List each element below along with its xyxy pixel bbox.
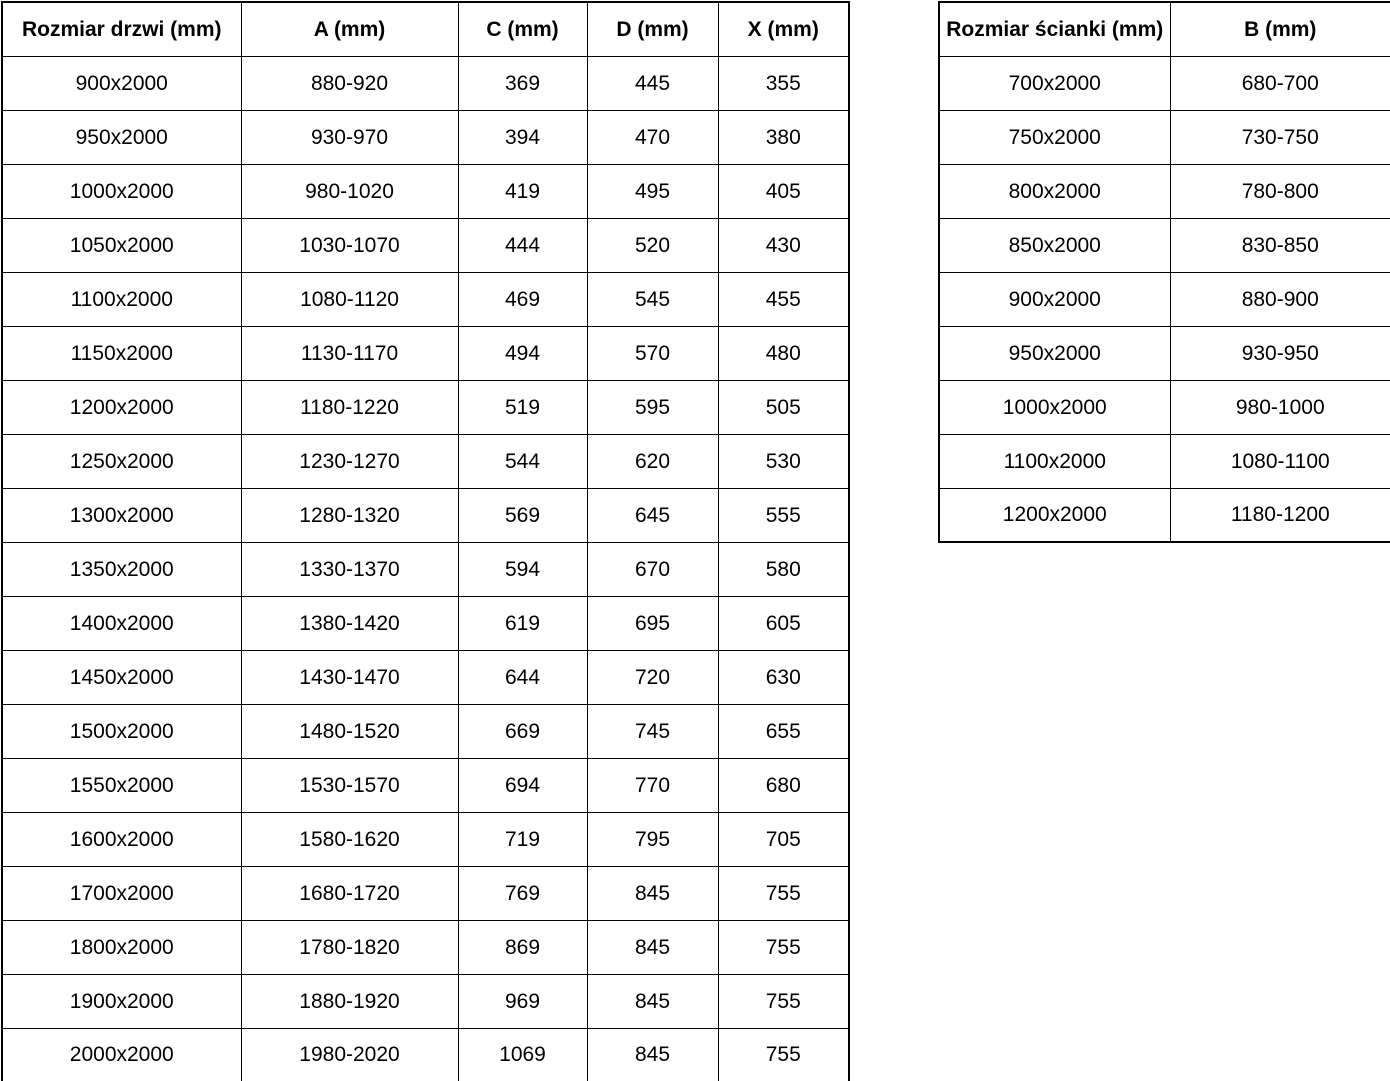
data-cell: 545	[587, 272, 718, 326]
data-cell: 930-950	[1170, 326, 1390, 380]
data-cell: 1300x2000	[2, 488, 241, 542]
data-cell: 980-1000	[1170, 380, 1390, 434]
data-cell: 495	[587, 164, 718, 218]
data-cell: 755	[718, 920, 849, 974]
table-row	[2, 326, 849, 380]
data-cell: 719	[458, 812, 587, 866]
data-cell: 520	[587, 218, 718, 272]
data-cell: 950x2000	[2, 110, 241, 164]
data-cell: 405	[718, 164, 849, 218]
table-row	[2, 920, 849, 974]
data-cell: 1200x2000	[939, 488, 1170, 542]
data-cell: 1550x2000	[2, 758, 241, 812]
data-cell: 605	[718, 596, 849, 650]
data-cell: 480	[718, 326, 849, 380]
data-cell: 980-1020	[241, 164, 458, 218]
data-cell: 1050x2000	[2, 218, 241, 272]
header-cell: Rozmiar drzwi (mm)	[2, 2, 241, 56]
data-cell: 705	[718, 812, 849, 866]
data-cell: 1530-1570	[241, 758, 458, 812]
data-cell: 1680-1720	[241, 866, 458, 920]
data-cell: 880-900	[1170, 272, 1390, 326]
table-row	[2, 272, 849, 326]
data-cell: 755	[718, 1028, 849, 1081]
data-cell: 845	[587, 866, 718, 920]
data-cell: 620	[587, 434, 718, 488]
data-cell: 730-750	[1170, 110, 1390, 164]
table-row	[2, 866, 849, 920]
table-row	[939, 164, 1390, 218]
data-cell: 2000x2000	[2, 1028, 241, 1081]
data-cell: 619	[458, 596, 587, 650]
data-cell: 655	[718, 704, 849, 758]
data-cell: 680-700	[1170, 56, 1390, 110]
header-cell: X (mm)	[718, 2, 849, 56]
header-cell: A (mm)	[241, 2, 458, 56]
table-row	[939, 56, 1390, 110]
table-row	[2, 218, 849, 272]
data-cell: 680	[718, 758, 849, 812]
table-row	[2, 974, 849, 1028]
table-row	[2, 542, 849, 596]
data-cell: 569	[458, 488, 587, 542]
data-cell: 1080-1100	[1170, 434, 1390, 488]
data-cell: 769	[458, 866, 587, 920]
data-cell: 850x2000	[939, 218, 1170, 272]
data-cell: 1400x2000	[2, 596, 241, 650]
data-cell: 580	[718, 542, 849, 596]
table-row	[2, 596, 849, 650]
data-cell: 1180-1200	[1170, 488, 1390, 542]
wall-size-table	[938, 1, 1390, 543]
data-cell: 1000x2000	[939, 380, 1170, 434]
data-cell: 969	[458, 974, 587, 1028]
data-cell: 880-920	[241, 56, 458, 110]
data-cell: 1230-1270	[241, 434, 458, 488]
data-cell: 555	[718, 488, 849, 542]
data-cell: 1780-1820	[241, 920, 458, 974]
data-cell: 795	[587, 812, 718, 866]
data-cell: 570	[587, 326, 718, 380]
table-row	[2, 434, 849, 488]
door-size-table	[1, 1, 850, 1081]
data-cell: 755	[718, 866, 849, 920]
wall-table-header-row	[939, 2, 1390, 56]
data-cell: 1180-1220	[241, 380, 458, 434]
data-cell: 1280-1320	[241, 488, 458, 542]
table-row	[2, 56, 849, 110]
data-cell: 1069	[458, 1028, 587, 1081]
table-row	[939, 434, 1390, 488]
data-cell: 845	[587, 920, 718, 974]
door-table-body	[2, 56, 849, 1081]
data-cell: 1330-1370	[241, 542, 458, 596]
data-cell: 1450x2000	[2, 650, 241, 704]
header-cell: D (mm)	[587, 2, 718, 56]
data-cell: 845	[587, 1028, 718, 1081]
data-cell: 1250x2000	[2, 434, 241, 488]
data-cell: 430	[718, 218, 849, 272]
data-cell: 630	[718, 650, 849, 704]
data-cell: 1900x2000	[2, 974, 241, 1028]
data-cell: 780-800	[1170, 164, 1390, 218]
table-row	[939, 110, 1390, 164]
data-cell: 694	[458, 758, 587, 812]
data-cell: 444	[458, 218, 587, 272]
header-cell: Rozmiar ścianki (mm)	[939, 2, 1170, 56]
data-cell: 1580-1620	[241, 812, 458, 866]
header-cell: C (mm)	[458, 2, 587, 56]
data-cell: 470	[587, 110, 718, 164]
data-cell: 1480-1520	[241, 704, 458, 758]
header-cell: B (mm)	[1170, 2, 1390, 56]
data-cell: 594	[458, 542, 587, 596]
data-cell: 869	[458, 920, 587, 974]
data-cell: 1430-1470	[241, 650, 458, 704]
data-cell: 1100x2000	[2, 272, 241, 326]
data-cell: 830-850	[1170, 218, 1390, 272]
data-cell: 1500x2000	[2, 704, 241, 758]
table-row	[939, 488, 1390, 542]
data-cell: 845	[587, 974, 718, 1028]
table-row	[939, 326, 1390, 380]
data-cell: 1000x2000	[2, 164, 241, 218]
table-row	[2, 380, 849, 434]
data-cell: 950x2000	[939, 326, 1170, 380]
data-cell: 750x2000	[939, 110, 1170, 164]
data-cell: 394	[458, 110, 587, 164]
data-cell: 720	[587, 650, 718, 704]
door-table-header-row	[2, 2, 849, 56]
data-cell: 930-970	[241, 110, 458, 164]
data-cell: 380	[718, 110, 849, 164]
table-row	[939, 380, 1390, 434]
data-cell: 469	[458, 272, 587, 326]
data-cell: 595	[587, 380, 718, 434]
table-row	[2, 812, 849, 866]
data-cell: 1150x2000	[2, 326, 241, 380]
data-cell: 1980-2020	[241, 1028, 458, 1081]
data-cell: 1880-1920	[241, 974, 458, 1028]
data-cell: 670	[587, 542, 718, 596]
wall-table-body	[939, 56, 1390, 542]
table-row	[2, 488, 849, 542]
data-cell: 1030-1070	[241, 218, 458, 272]
table-row	[2, 164, 849, 218]
data-cell: 644	[458, 650, 587, 704]
data-cell: 755	[718, 974, 849, 1028]
data-cell: 669	[458, 704, 587, 758]
table-row	[2, 704, 849, 758]
data-cell: 1800x2000	[2, 920, 241, 974]
data-cell: 695	[587, 596, 718, 650]
data-cell: 900x2000	[2, 56, 241, 110]
data-cell: 900x2000	[939, 272, 1170, 326]
data-cell: 544	[458, 434, 587, 488]
data-cell: 745	[587, 704, 718, 758]
data-cell: 355	[718, 56, 849, 110]
data-cell: 519	[458, 380, 587, 434]
data-cell: 419	[458, 164, 587, 218]
data-cell: 1200x2000	[2, 380, 241, 434]
data-cell: 700x2000	[939, 56, 1170, 110]
data-cell: 369	[458, 56, 587, 110]
data-cell: 494	[458, 326, 587, 380]
data-cell: 800x2000	[939, 164, 1170, 218]
table-row	[2, 758, 849, 812]
data-cell: 530	[718, 434, 849, 488]
table-row	[2, 650, 849, 704]
data-cell: 1350x2000	[2, 542, 241, 596]
table-row	[939, 272, 1390, 326]
table-row	[939, 218, 1390, 272]
data-cell: 1380-1420	[241, 596, 458, 650]
table-row	[2, 110, 849, 164]
data-cell: 645	[587, 488, 718, 542]
table-row	[2, 1028, 849, 1081]
data-cell: 770	[587, 758, 718, 812]
data-cell: 1700x2000	[2, 866, 241, 920]
data-cell: 1130-1170	[241, 326, 458, 380]
data-cell: 1600x2000	[2, 812, 241, 866]
data-cell: 455	[718, 272, 849, 326]
data-cell: 1100x2000	[939, 434, 1170, 488]
data-cell: 505	[718, 380, 849, 434]
data-cell: 1080-1120	[241, 272, 458, 326]
data-cell: 445	[587, 56, 718, 110]
